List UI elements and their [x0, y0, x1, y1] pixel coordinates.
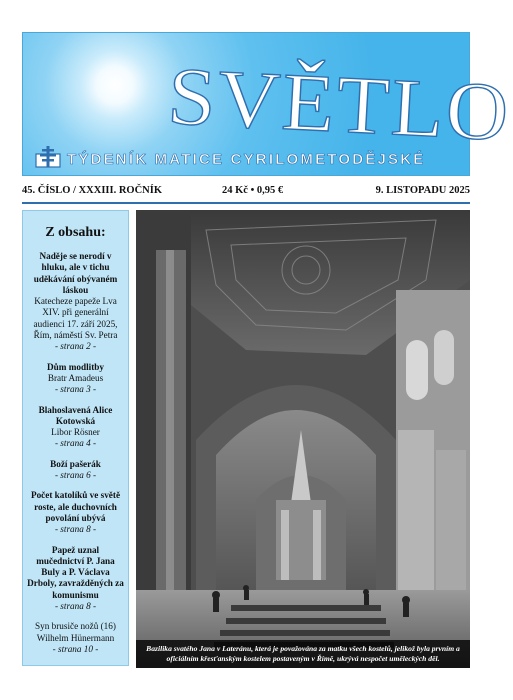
matice-cross-emblem-icon — [35, 145, 61, 169]
toc-entry-author: Syn brusiče nožů (16) Wilhelm Hünermann — [35, 621, 116, 643]
toc-entry[interactable] — [27, 459, 124, 482]
toc-entry-page: - strana 4 - — [54, 438, 97, 449]
table-of-contents — [22, 210, 129, 666]
toc-entry-author: Katecheze papeže Lva XIV. při generální audienci 17. září 2025, Řím, náměstí Sv. Petra — [33, 296, 118, 341]
toc-entry[interactable] — [27, 545, 124, 613]
masthead — [22, 32, 513, 176]
issue-price: 24 Kč • 0,95 € — [222, 185, 284, 196]
issue-date: 9. LISTOPADU 2025 — [375, 185, 470, 196]
toc-entry-title: Boží pašerák — [50, 458, 101, 469]
issue-number: 45. ČÍSLO / XXXIII. ROČNÍK — [22, 185, 163, 196]
toc-entry-author: Libor Rösner — [51, 427, 100, 438]
toc-entry[interactable] — [27, 490, 124, 535]
basilica-photo — [136, 210, 470, 668]
newspaper-subtitle: TÝDENÍK MATICE CYRILOMETODĚJSKÉ — [67, 151, 426, 168]
divider — [22, 202, 470, 204]
toc-entry-page: - strana 3 - — [54, 384, 97, 395]
toc-entry-page: - strana 8 - — [54, 524, 97, 535]
basilica-interior-image — [136, 210, 470, 668]
toc-entry-title: Dům modlitby — [47, 361, 104, 372]
toc-entry[interactable] — [27, 621, 124, 655]
toc-entry-page: - strana 8 - — [54, 601, 97, 612]
toc-entry-page: - strana 2 - — [54, 341, 97, 352]
toc-entry[interactable] — [27, 405, 124, 450]
toc-entry-title: Blahoslavená Alice Kotowská — [38, 404, 113, 426]
toc-entry-page: - strana 10 - — [52, 643, 99, 654]
toc-entry-page: - strana 6 - — [54, 470, 97, 481]
newspaper-title: SVĚTLO — [165, 50, 513, 159]
toc-entry-title: Naděje se nerodí v hluku, ale v tichu uděkávání obývaném láskou — [33, 251, 118, 295]
toc-entry[interactable] — [27, 362, 124, 396]
toc-entry-author: Bratr Amadeus — [47, 372, 104, 383]
issue-info-bar — [22, 185, 470, 199]
toc-heading: Z obsahu: — [45, 225, 106, 240]
photo-caption: Bazilika svatého Jana v Lateránu, která je považována za matku všech kostelů, jelikož byla prvním a oficiálním křesťanským kostelem postaveným v Římě, ukrývá nespočet uměleckých děl. — [136, 640, 470, 668]
toc-entry[interactable] — [27, 251, 124, 353]
toc-entry-title: Papež uznal mučednictví P. Jana Buly a P. Václava Drboly, zavražděných za komunismu — [27, 544, 124, 600]
toc-entry-title: Počet katolíků ve světě roste, ale duchovních povolání ubývá — [30, 490, 121, 523]
